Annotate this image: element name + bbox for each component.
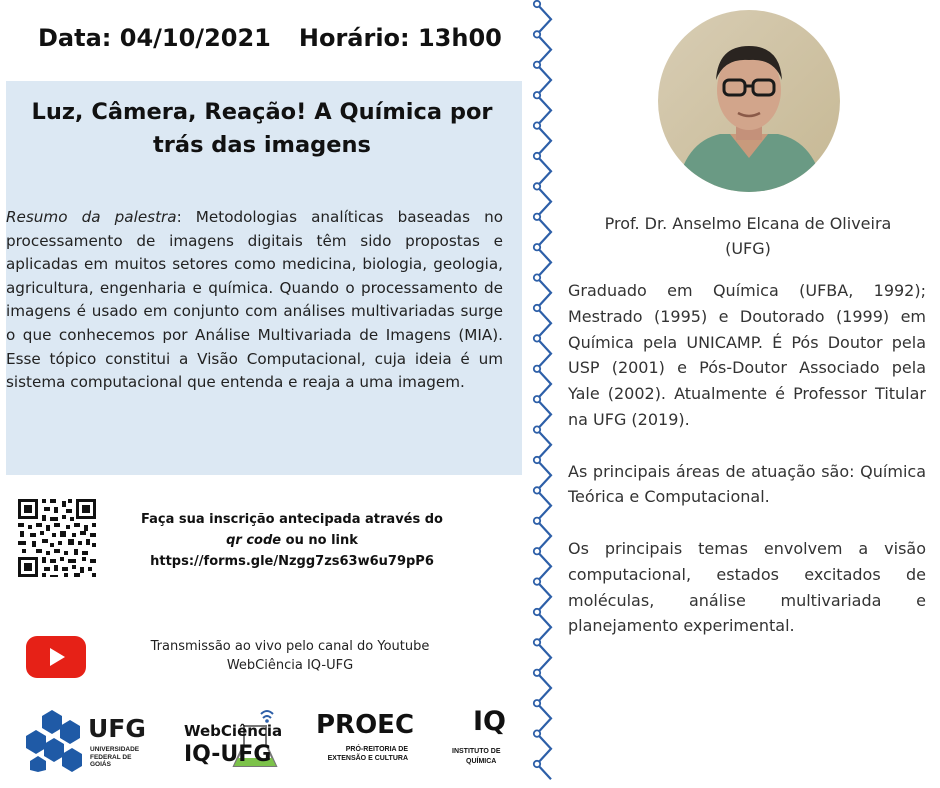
stream-info	[130, 637, 450, 675]
proec-sub2: EXTENSÃO E CULTURA	[327, 755, 408, 762]
ufg-logo	[24, 708, 150, 772]
abstract-text: : Metodologias analíticas baseadas no processamento de imagens digitais têm sido propostas e aplicadas em muitos setores como medicina, biologia, geologia, agricultura, engenharia e química. Quando o processamento de imagens é usado em conjunto com análises multivariadas surge o que conhecemos por Análise Multivariada de Imagens (MIA). Esse tópico constitui a Visão Computacional, cuja ideia é um sistema computacional que entenda e reaja a uma imagem.	[6, 208, 504, 392]
proec-name: PROEC	[316, 710, 415, 740]
speaker-name-block	[568, 211, 928, 261]
proec-logo	[312, 710, 415, 772]
iq-sub2: QUÍMICA	[466, 758, 497, 765]
speaker-photo	[658, 10, 840, 192]
webciencia-bottom: IQ-UFG	[184, 742, 272, 767]
signup-line2-rest: ou no link	[281, 533, 358, 548]
stream-line1: Transmissão ao vivo pelo canal do Youtube	[150, 639, 430, 654]
ufg-sub2: FEDERAL DE GOIÁS	[90, 754, 132, 768]
ufg-sub1: UNIVERSIDADE	[90, 746, 140, 753]
iq-logo	[448, 706, 514, 772]
talk-title: Luz, Câmera, Reação! A Química por trás das imagens	[31, 99, 493, 158]
ufg-name: UFG	[88, 714, 146, 743]
bio-paragraph: Graduado em Química (UFBA, 1992); Mestrado (1995) e Doutorado (1999) em Química pela UNICAMP. É Pós Doutor pela USP (2001) e Pós-Doutor Associado pela Yale (2002). Atualmente é Professor Titular na UFG (2019).	[568, 281, 926, 429]
signup-link[interactable]: https://forms.gle/Nzgg7zs63w6u79pP6	[150, 554, 434, 569]
event-time: Horário: 13h00	[298, 24, 502, 52]
event-header	[38, 24, 502, 52]
stream-channel[interactable]: WebCiência IQ-UFG	[226, 658, 354, 673]
signup-line2	[118, 530, 466, 551]
speaker-bio	[568, 278, 926, 665]
youtube-icon[interactable]	[26, 636, 86, 678]
iq-sub1: INSTITUTO DE	[452, 748, 501, 755]
bio-paragraph: Os principais temas envolvem a visão computacional, estados excitados de moléculas, análise multivariada e planejamento experimental.	[568, 538, 926, 636]
bio-paragraph: As principais áreas de atuação são: Química Teórica e Computacional.	[568, 461, 926, 507]
webciencia-top: WebCiência	[184, 722, 283, 740]
ufg-hexagon-icon	[24, 708, 88, 772]
proec-sub1: PRÓ-REITORIA DE	[345, 746, 408, 753]
speaker-name: Prof. Dr. Anselmo Elcana de Oliveira	[604, 214, 892, 233]
qr-code-label: qr code	[226, 533, 282, 548]
abstract-label: Resumo da palestra	[6, 208, 177, 226]
speaker-affiliation: (UFG)	[725, 239, 771, 258]
signup-line1: Faça sua inscrição antecipada através do	[140, 512, 443, 527]
qr-code-icon[interactable]	[16, 497, 98, 579]
signup-info	[118, 509, 466, 572]
talk-abstract	[6, 206, 503, 395]
iq-name: IQ	[473, 706, 506, 737]
molecule-chain-divider	[528, 0, 560, 788]
event-date: Data: 04/10/2021	[38, 24, 271, 52]
webciencia-logo	[182, 700, 282, 772]
